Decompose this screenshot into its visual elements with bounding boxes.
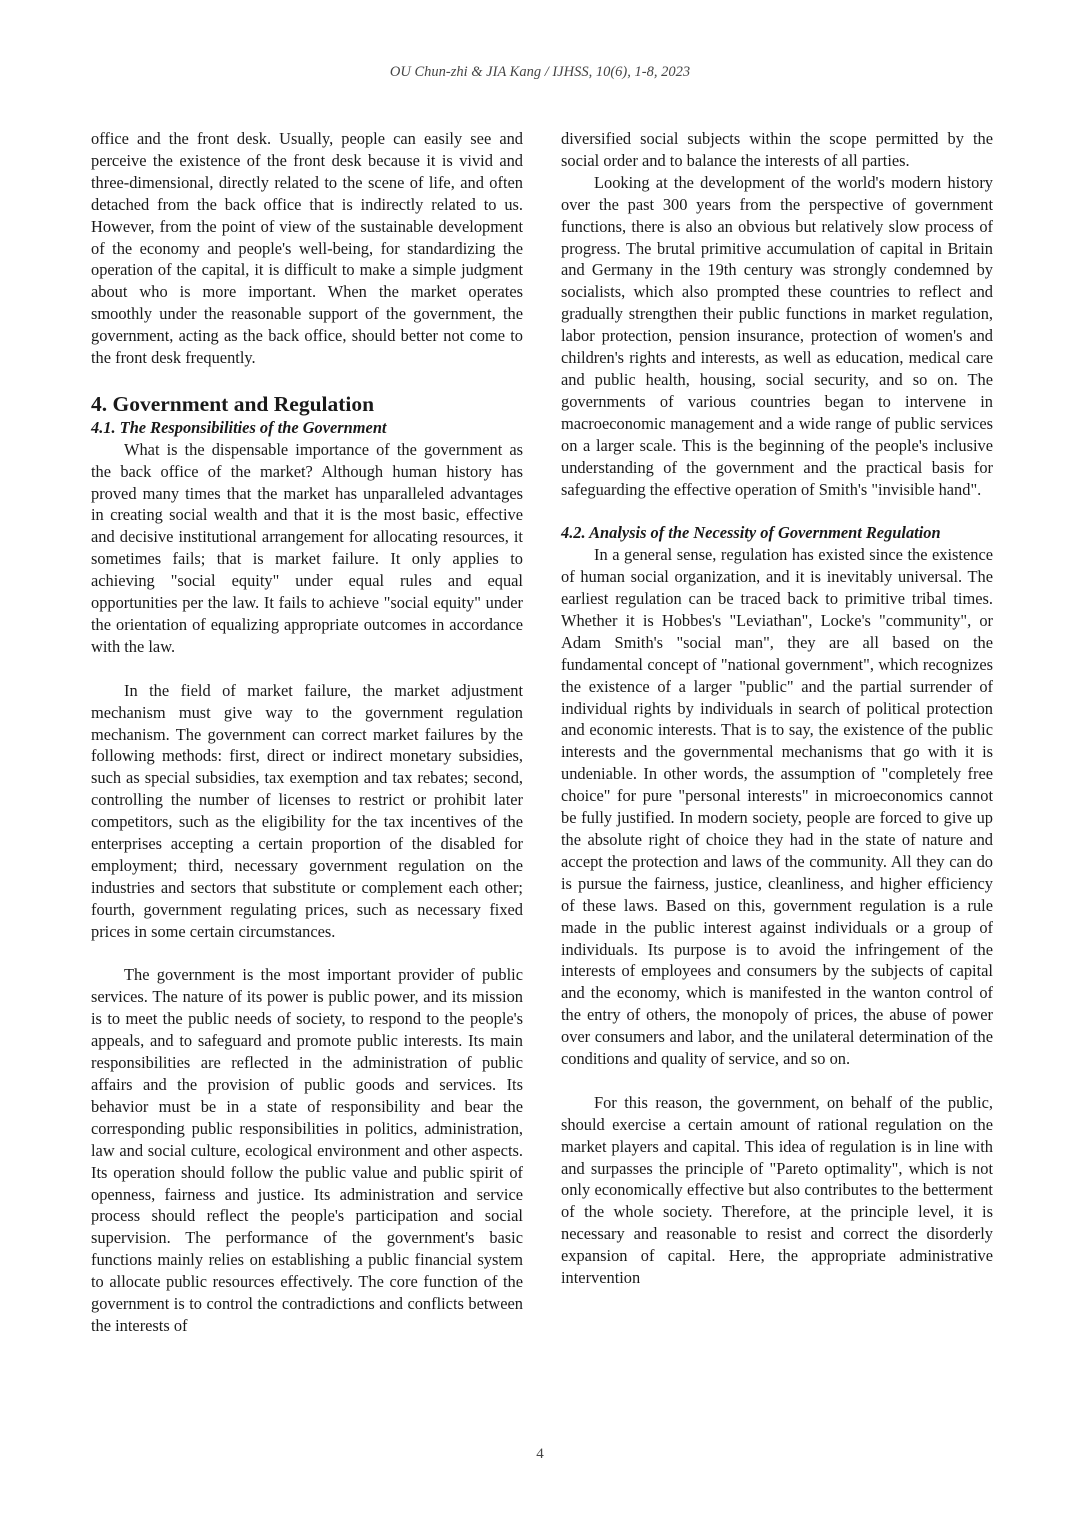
spacer bbox=[91, 943, 523, 965]
paragraph: The government is the most important provider of public services. The nature of its power is public power, and its mission is to meet the public needs of society, to respond to the people's appeals, and to safeguard and promote public interests. Its main responsibilities are reflected in the administration of public affairs and the provision of public goods and services. Its behavior must be in a state of responsibility and bear the corresponding public responsibilities in politics, administration, law and social culture, ecological environment and other aspects. Its operation should follow the public value and public spirit of openness, fairness and justice. Its administration and service process should reflect the people's participation and social supervision. The performance of the government's basic functions mainly relies on establishing a public financial system to allocate public resources effectively. The core function of the government is to control the contradictions and conflicts between the interests of bbox=[91, 965, 523, 1335]
paragraph: In a general sense, regulation has existed since the existence of human social organization, and it is inevitably universal. The earliest regulation can be traced back to primitive tribal times. Whether it is Hobbes's "Leviathan", Locke's "community", or Adam Smith's "social man", they are all based on the fundamental concept of "national government", which recognizes the existence of a larger "public" and the partial surrender of individual rights by individuals in search of political protection and economic interests. That is to say, the existence of the public interests and the governmental mechanisms that go with it is undeniable. In other words, the assumption of "completely free choice" for pure "personal interests" in microeconomics cannot be fully justified. In modern society, people are forced to give up the absolute right of choice they had in the state of nature and accept the protection and laws of the community. All they can do is pursue the fairness, justice, cleanliness, and higher efficiency of these laws. Based on this, government regulation is a rule made in the public interest against individuals or a group of individuals. Its purpose is to avoid the infringement of the interests of employees and consumers by the subjects of capital and the economy, which is manifested in the wanton control of the entry of others, the monopoly of prices, the abuse of power over consumers and labor, and the unilateral determination of the conditions and quality of service, and so on. bbox=[561, 545, 993, 1069]
page-number: 4 bbox=[536, 1446, 544, 1462]
spacer bbox=[91, 658, 523, 680]
paragraph: For this reason, the government, on behalf of the public, should exercise a certain amount of rational regulation on the market players and capital. This idea of regulation is in line with and surpasses the principle of "Pareto optimality", which is not only economically effective but also contributes to the betterment of the whole society. Therefore, at the principle level, it is necessary and reasonable to resist and correct the disorderly expansion of capital. Here, the appropriate administrative intervention bbox=[561, 1092, 993, 1288]
paragraph: What is the dispensable importance of the government as the back office of the market? Although human history has proved many times that the market has unparalleled advantages in creating social wealth and that it is the most basic, effective and decisive institutional arrangement for allocating resources, it sometimes fails; that is market failure. It only applies to achieving "social equity" under equal rules and equal opportunities per the law. It fails to achieve "social equity" under the orientation of equalizing appropriate outcomes in accordance with the law. bbox=[91, 439, 523, 656]
subsection-heading: 4.1. The Responsibilities of the Government bbox=[91, 417, 387, 437]
running-header: OU Chun-zhi & JIA Kang / IJHSS, 10(6), 1-8, 2023 bbox=[389, 64, 691, 80]
left-column bbox=[91, 128, 523, 1337]
right-column bbox=[561, 128, 993, 1289]
spacer bbox=[561, 500, 993, 522]
subsection-heading: 4.2. Analysis of the Necessity of Government Regulation bbox=[561, 523, 941, 543]
spacer bbox=[561, 1070, 993, 1092]
paragraph: diversified social subjects within the scope permitted by the social order and to balance the interests of all parties. bbox=[561, 129, 993, 170]
paragraph: Looking at the development of the world's modern history over the past 300 years from the perspective of government functions, there is also an obvious but relatively slow process of progress. The brutal primitive accumulation of capital in Britain and Germany in the 19th century was strongly condemned by socialists, which also prompted these countries to reflect and gradually strengthen their public functions in market regulation, labor protection, pension insurance, protection of women's and children's rights and interests, as well as education, medical care and public health, housing, social security, and so on. The governments of various countries began to intervene in macroeconomic management and a wide range of public services on a larger scale. This is the beginning of the people's inclusive understanding of the government and the practical basis for safeguarding the effective operation of Smith's "invisible hand". bbox=[561, 172, 993, 499]
paragraph: office and the front desk. Usually, people can easily see and perceive the existence of the front desk because it is vivid and three-dimensional, directly related to the scene of life, and often detached from the back office that is indirectly related to us. However, from the point of view of the sustainable development of the economy and people's well-being, for standardizing the operation of the capital, it is difficult to make a simple judgment about who is more important. When the market operates smoothly under the reasonable support of the government, the government, acting as the back office, should better not come to the front desk frequently. bbox=[91, 129, 523, 368]
spacer bbox=[91, 369, 523, 391]
section-heading: 4. Government and Regulation bbox=[91, 391, 375, 416]
paragraph: In the field of market failure, the market adjustment mechanism must give way to the government regulation mechanism. The government can correct market failures by the following methods: first, direct or indirect monetary subsidies, such as special subsidies, tax exemption and tax rebates; second, controlling the number of licenses to restrict or prohibit later competitors, such as the eligibility for the tax incentives of the enterprises accepting a certain proportion of the disabled for employment; third, necessary government regulation on the industries and sectors that substitute or complement each other; fourth, government regulating prices, such as necessary fixed prices in some certain circumstances. bbox=[91, 680, 523, 941]
